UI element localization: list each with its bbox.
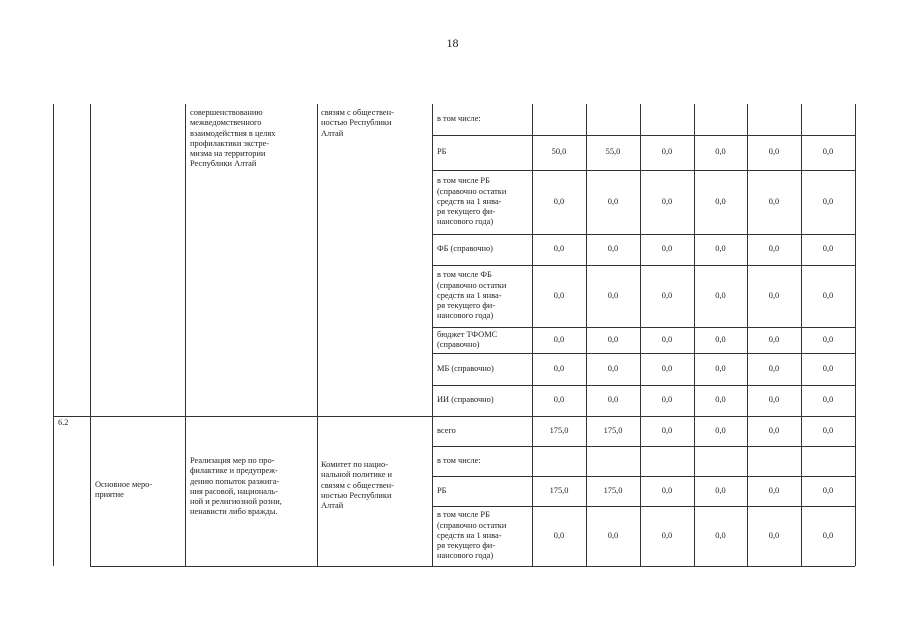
table-bottom-border bbox=[185, 566, 855, 567]
value-cell: 0,0 bbox=[661, 395, 673, 405]
value-cell: 175,0 bbox=[549, 425, 569, 435]
value-cell: 0,0 bbox=[715, 485, 726, 495]
value-cell: 0,0 bbox=[768, 425, 780, 435]
row-border bbox=[432, 506, 855, 507]
row-border bbox=[432, 327, 855, 328]
value-cell: 0,0 bbox=[553, 363, 565, 373]
row-border bbox=[432, 234, 855, 235]
value-cell: 0,0 bbox=[822, 147, 834, 157]
value-cell: 0,0 bbox=[768, 147, 780, 157]
value-cell: 0,0 bbox=[553, 530, 565, 540]
value-cell: 0,0 bbox=[661, 290, 673, 300]
row-label: в том числе ФБ (справочно остатки средств на 1 янва- ря текущего фи- нансового года) bbox=[437, 270, 507, 321]
value-cell: 0,0 bbox=[607, 290, 619, 300]
value-cell: 0,0 bbox=[661, 530, 673, 540]
row-label: в том числе РБ (справочно остатки средств на 1 янва- ря текущего фи- нансового года) bbox=[437, 510, 507, 561]
value-cell: 0,0 bbox=[553, 244, 565, 254]
row-border bbox=[432, 135, 855, 136]
row-label: в том числе: bbox=[437, 114, 481, 124]
value-cell: 0,0 bbox=[768, 244, 780, 254]
column-border bbox=[53, 104, 54, 566]
column-border bbox=[855, 104, 856, 566]
value-cell: 0,0 bbox=[715, 290, 726, 300]
value-cell: 0,0 bbox=[822, 485, 834, 495]
row-label: всего bbox=[437, 425, 456, 435]
row-border bbox=[432, 385, 855, 386]
value-cell: 0,0 bbox=[715, 530, 726, 540]
block2-executor: Комитет по нацио- нальной политике и связям с обществен- ностью Республики Алтай bbox=[321, 460, 394, 511]
value-cell: 0,0 bbox=[768, 334, 780, 344]
value-cell: 0,0 bbox=[661, 334, 673, 344]
value-cell: 0,0 bbox=[607, 244, 619, 254]
value-cell: 0,0 bbox=[715, 425, 726, 435]
value-cell: 0,0 bbox=[607, 363, 619, 373]
column-border bbox=[185, 104, 186, 566]
value-cell: 0,0 bbox=[768, 395, 780, 405]
value-cell: 0,0 bbox=[661, 147, 673, 157]
value-cell: 0,0 bbox=[715, 147, 726, 157]
block2-measure-type: Основное меро- приятие bbox=[95, 480, 153, 500]
section-border bbox=[53, 416, 855, 417]
value-cell: 0,0 bbox=[768, 363, 780, 373]
value-cell: 0,0 bbox=[607, 196, 619, 206]
value-cell: 50,0 bbox=[551, 147, 567, 157]
column-border bbox=[317, 104, 318, 566]
value-cell: 0,0 bbox=[715, 334, 726, 344]
column-border bbox=[90, 104, 91, 566]
column-border bbox=[432, 104, 433, 566]
row-label: ИИ (справочно) bbox=[437, 395, 494, 405]
row-border bbox=[432, 265, 855, 266]
row-label: в том числе: bbox=[437, 455, 481, 465]
value-cell: 0,0 bbox=[661, 485, 673, 495]
value-cell: 0,0 bbox=[768, 196, 780, 206]
value-cell: 55,0 bbox=[605, 147, 621, 157]
row-border bbox=[432, 353, 855, 354]
value-cell: 0,0 bbox=[822, 244, 834, 254]
value-cell: 0,0 bbox=[822, 196, 834, 206]
value-cell: 175,0 bbox=[549, 485, 569, 495]
block2-number: 6.2 bbox=[58, 418, 69, 427]
row-label: бюджет ТФОМС (справочно) bbox=[437, 329, 498, 349]
value-cell: 0,0 bbox=[607, 334, 619, 344]
value-cell: 175,0 bbox=[603, 485, 623, 495]
block2-measure-name: Реализация мер по про- филактике и предупреж- дению попыток разжига- ния расовой, националь- ной и религиозной розни, ненависти либо вражды. bbox=[190, 456, 282, 517]
value-cell: 0,0 bbox=[768, 290, 780, 300]
page-number: 18 bbox=[446, 36, 459, 50]
value-cell: 0,0 bbox=[822, 290, 834, 300]
value-cell: 0,0 bbox=[661, 244, 673, 254]
value-cell: 0,0 bbox=[768, 485, 780, 495]
value-cell: 0,0 bbox=[715, 244, 726, 254]
row-label: в том числе РБ (справочно остатки средств на 1 янва- ря текущего фи- нансового года) bbox=[437, 176, 507, 227]
block1-measure-name: совершенствованию межведомственного взаимодействия в целях профилактики экстре- мизма на территории Республики Алтай bbox=[190, 108, 276, 169]
value-cell: 0,0 bbox=[661, 425, 673, 435]
row-label: РБ bbox=[437, 147, 447, 157]
row-border bbox=[432, 446, 855, 447]
value-cell: 0,0 bbox=[822, 530, 834, 540]
row-border bbox=[432, 170, 855, 171]
value-cell: 0,0 bbox=[607, 395, 619, 405]
block1-executor: связям с обществен- ностью Республики Алтай bbox=[321, 108, 394, 138]
row-label: РБ bbox=[437, 485, 447, 495]
value-cell: 0,0 bbox=[607, 530, 619, 540]
value-cell: 0,0 bbox=[822, 425, 834, 435]
value-cell: 0,0 bbox=[715, 363, 726, 373]
row-border bbox=[432, 476, 855, 477]
row-label: МБ (справочно) bbox=[437, 363, 494, 373]
value-cell: 0,0 bbox=[661, 363, 673, 373]
value-cell: 0,0 bbox=[553, 334, 565, 344]
table-bottom-border bbox=[90, 566, 185, 567]
value-cell: 0,0 bbox=[715, 395, 726, 405]
value-cell: 0,0 bbox=[822, 363, 834, 373]
value-cell: 0,0 bbox=[768, 530, 780, 540]
row-label: ФБ (справочно) bbox=[437, 244, 493, 254]
value-cell: 0,0 bbox=[553, 395, 565, 405]
value-cell: 175,0 bbox=[603, 425, 623, 435]
value-cell: 0,0 bbox=[822, 334, 834, 344]
value-cell: 0,0 bbox=[822, 395, 834, 405]
value-cell: 0,0 bbox=[553, 196, 565, 206]
value-cell: 0,0 bbox=[715, 196, 726, 206]
value-cell: 0,0 bbox=[661, 196, 673, 206]
value-cell: 0,0 bbox=[553, 290, 565, 300]
